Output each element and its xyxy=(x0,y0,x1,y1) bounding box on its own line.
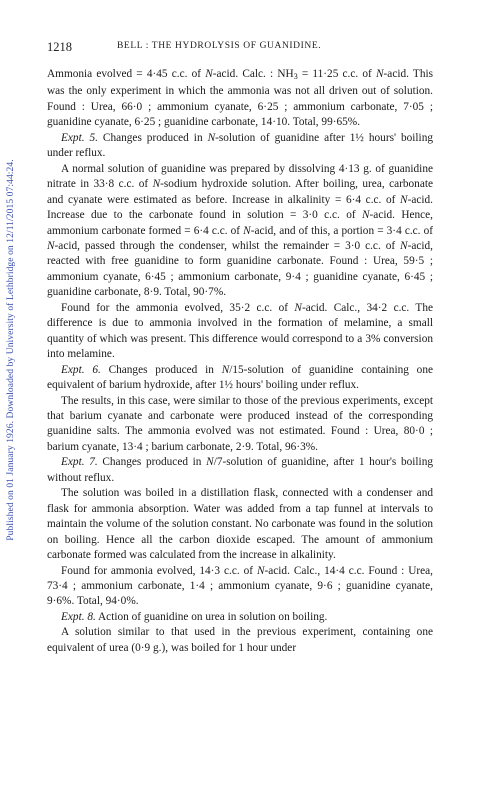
paragraph: Found for ammonia evolved, 14·3 c.c. of N-acid. Calc., 14·4 c.c. Found : Urea, 73·4 ; ammonium carbonate, 1·4 ; ammonium cyanate, 9·6 ; guanidine cyanate, 9·6%. Total, 94·0%. xyxy=(47,564,433,608)
running-title: BELL : THE HYDROLYSIS OF GUANIDINE. xyxy=(117,41,322,51)
article-body xyxy=(47,67,433,656)
page-number: 1218 xyxy=(47,40,72,54)
paragraph: The solution was boiled in a distillation flask, connected with a condenser and flask for ammonia absorption. Water was added from a tap funnel at intervals to maintain the volume of the solution constant. No carbonate was found in the solution on boiling. Hence all the carbon dioxide escaped. The amount of ammonium carbonate formed was calculated from the increase in alkalinity. xyxy=(47,487,433,562)
paragraph: Found for the ammonia evolved, 35·2 c.c. of N-acid. Calc., 34·2 c.c. The difference is due to ammonia involved in the formation of melamine, a small quantity of which was present. This difference would correspond to a 3% conversion into melamine. xyxy=(47,301,433,361)
paragraph: Expt. 7. Changes produced in N/7-solution of guanidine, after 1 hour's boiling without reflux. xyxy=(47,456,433,484)
paragraph: Expt. 8. Action of guanidine on urea in solution on boiling. xyxy=(61,610,328,623)
download-watermark-text: Published on 01 January 1926. Downloaded by University of Lethbridge on 12/11/2015 07:44:24. xyxy=(6,159,16,541)
paragraph: Expt. 6. Changes produced in N/15-solution of guanidine containing one equivalent of barium hydroxide, after 1½ hours' boiling under reflux. xyxy=(47,363,433,392)
download-watermark xyxy=(4,60,18,640)
paragraph: A normal solution of guanidine was prepared by dissolving 4·13 g. of guanidine nitrate in 33·8 c.c. of N-sodium hydroxide solution. After boiling, urea, carbonate and cyanate were estimated as before. Increase in alkalinity = 6·4 c.c. of N-acid. Increase due to the carbonate found in solution = 3·0 c.c. of N-acid. Hence, ammonium carbonate formed = 6·4 c.c. of N-acid, and of this, a portion = 3·4 c.c. of N-acid, passed through the condenser, whilst the remainder = 3·0 c.c. of N-acid, reacted with free guanidine to form guanidine carbonate. Found : Urea, 59·5 ; ammonium cyanate, 6·45 ; ammonium carbonate, 9·4 ; guanidine cyanate, 6·45 ; guanidine carbonate, 8·9. Total, 90·7%. xyxy=(47,162,433,299)
experiment-label: Expt. 7. xyxy=(61,456,98,469)
paragraph: Expt. 5. Changes produced in N-solution of guanidine after 1½ hours' boiling under reflux. xyxy=(47,131,433,160)
experiment-label: Expt. 5. xyxy=(61,131,98,144)
experiment-label: Expt. 6. xyxy=(61,363,101,376)
paragraph: The results, in this case, were similar to those of the previous experiments, except that barium cyanate and carbonate were produced instead of the corresponding guanidine salts. The ammonia evolved was not estimated. Found : Urea, 80·0 ; barium cyanate, 13·4 ; barium carbonate, 2·9. Total, 96·3%. xyxy=(47,394,433,453)
page-header xyxy=(47,40,432,58)
paragraph: Ammonia evolved = 4·45 c.c. of N-acid. Calc. : $NH_3 = 11\cdot 25$ c.c. of N-acid. This was the only experiment in which the ammonia was not all driven out of solution. Found : Urea, 66·0 ; ammonium cyanate, 6·25 ; ammonium carbonate, 7·05 ; guanidine cyanate, 6·25 ; guanidine carbonate, 14·10. Total, 99·65%. xyxy=(47,68,434,129)
paragraph: A solution similar to that used in the previous experiment, containing one equivalent of urea (0·9 g.), was boiled for 1 hour under xyxy=(47,626,433,654)
experiment-label: Expt. 8. xyxy=(61,610,96,623)
